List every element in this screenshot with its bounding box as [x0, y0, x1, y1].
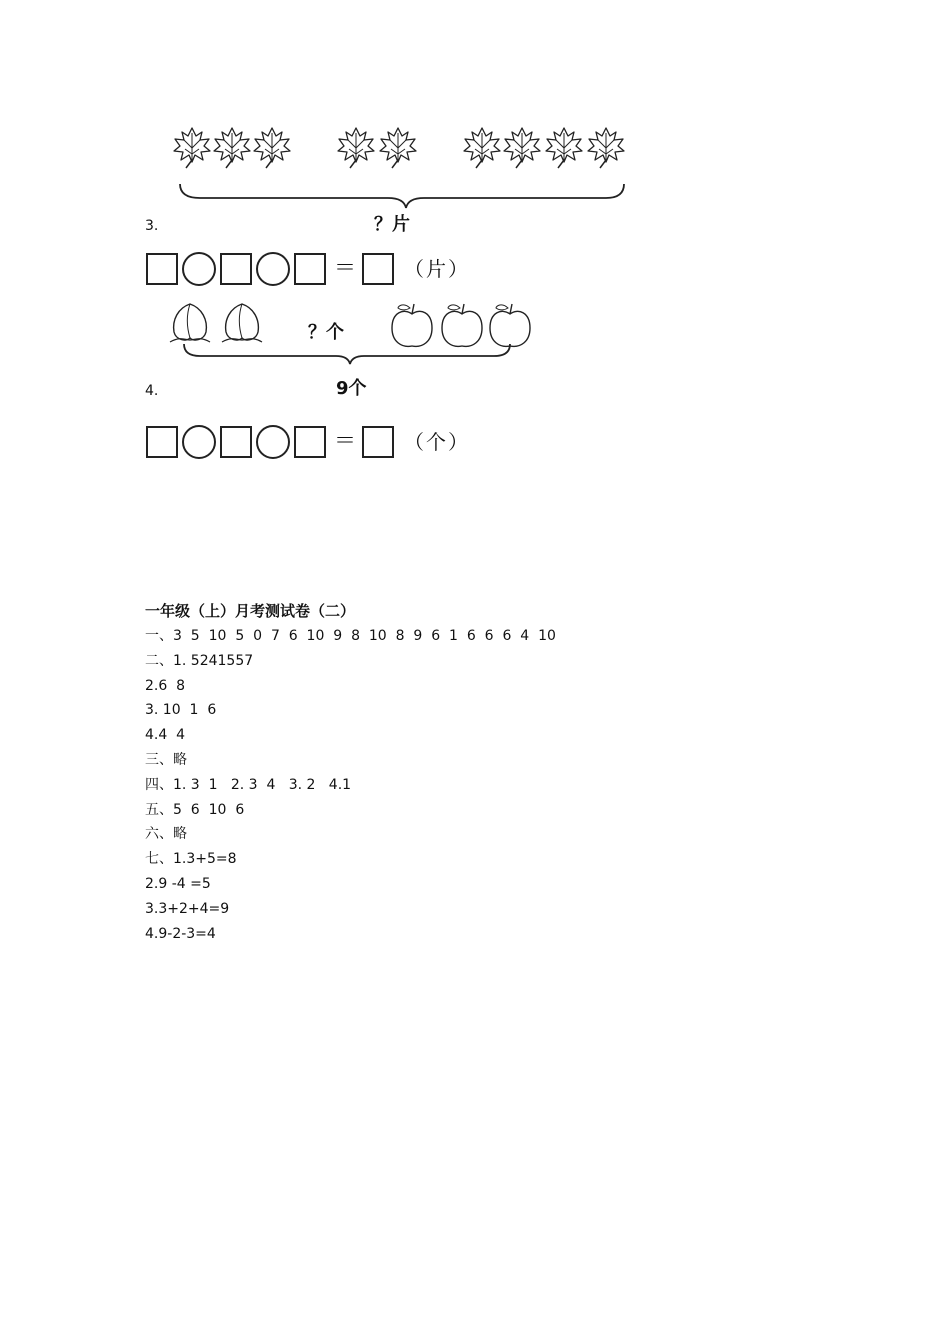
operator-circle[interactable] [256, 425, 290, 459]
answer-line: 4.9-2-3=4 [145, 925, 216, 942]
result-box[interactable] [362, 253, 394, 285]
brace-icon [184, 344, 510, 364]
result-box[interactable] [362, 426, 394, 458]
answer-line: 五、5 6 10 6 [145, 801, 245, 818]
operator-circle[interactable] [182, 425, 216, 459]
apple-icon [392, 304, 432, 346]
answer-box[interactable] [146, 426, 178, 458]
equals-sign: ＝ [334, 256, 357, 281]
answer-box[interactable] [220, 426, 252, 458]
equation-row-4 [146, 425, 470, 459]
answer-line: 二、1. 5241557 [145, 652, 254, 669]
brace-icon [180, 184, 624, 208]
answer-line: 2.6 8 [145, 677, 186, 694]
operator-circle[interactable] [182, 252, 216, 286]
question-number-3: 3. [145, 218, 159, 234]
middle-label-fruits: ？个 [308, 322, 344, 343]
answer-box[interactable] [146, 253, 178, 285]
fruits-figure [160, 298, 540, 370]
answer-title: 一年级（上）月考测试卷（二） [145, 602, 356, 620]
answer-line: 四、1. 3 1 2. 3 4 3. 2 4.1 [145, 776, 352, 793]
maple-leaf-icon [464, 128, 500, 168]
unit-label: （片） [404, 257, 471, 281]
peach-icon [222, 304, 262, 342]
maple-leaf-icon [504, 128, 540, 168]
answer-line: 一、3 5 10 5 0 7 6 10 9 8 10 8 9 6 1 6 6 6 4 10 [145, 628, 556, 644]
maple-leaf-icon [214, 128, 250, 168]
answer-box[interactable] [220, 253, 252, 285]
answer-line: 七、1.3+5=8 [145, 851, 237, 868]
maple-leaf-icon [380, 128, 416, 168]
brace-label-fruits: 9个 [336, 378, 367, 399]
answer-line: 3. 10 1 6 [145, 702, 217, 719]
question-number-4: 4. [145, 383, 159, 399]
maple-leaf-icon [338, 128, 374, 168]
maple-leaf-icon [174, 128, 210, 168]
maple-leaf-icon [546, 128, 582, 168]
equals-sign: ＝ [334, 429, 357, 454]
maple-leaf-icon [588, 128, 624, 168]
brace-label-leaves: ？片 [374, 214, 410, 235]
answer-section [145, 600, 556, 946]
equation-row-3 [146, 252, 470, 286]
answer-line: 三、略 [145, 751, 187, 768]
operator-circle[interactable] [256, 252, 290, 286]
answer-line: 六、略 [145, 826, 187, 843]
apple-icon [442, 304, 482, 346]
answer-box[interactable] [294, 426, 326, 458]
maple-leaf-icon [254, 128, 290, 168]
answer-line: 4.4 4 [145, 727, 186, 744]
apple-icon [490, 304, 530, 346]
answer-line: 3.3+2+4=9 [145, 900, 230, 917]
answer-box[interactable] [294, 253, 326, 285]
peach-icon [170, 304, 210, 342]
answer-line: 2.9 -4 =5 [145, 875, 211, 892]
answer-list [145, 624, 556, 946]
unit-label: （个） [404, 430, 471, 454]
